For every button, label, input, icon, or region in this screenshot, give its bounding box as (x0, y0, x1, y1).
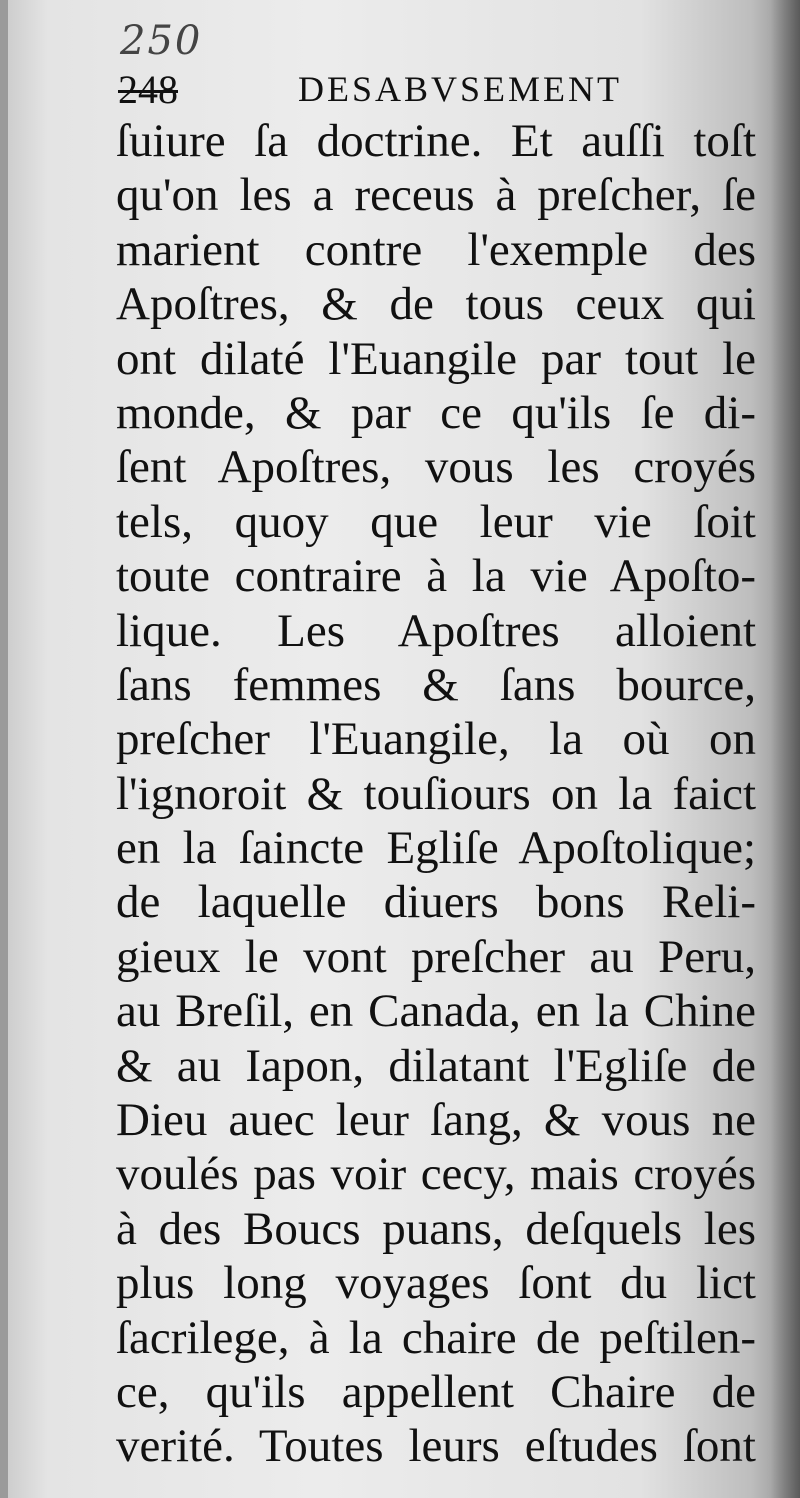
text-line: tels, quoy que leur vie ſoit (116, 495, 756, 548)
text-line: & au Iapon, dilatant l'Egliſe de (116, 1039, 756, 1092)
running-head: DESABVSEMENT (298, 69, 623, 109)
text-line: de laquelle diuers bons Reli- (116, 876, 756, 929)
text-line: voulés pas voir cecy, mais croyés (116, 1148, 756, 1201)
text-line: ſans femmes & ſans bource, (116, 658, 756, 711)
text-line: au Breſil, en Canada, en la Chine (116, 985, 756, 1038)
text-line: preſcher l'Euangile, la où on (116, 713, 756, 766)
page-number: 248 (118, 67, 178, 112)
text-line: ſacrilege, à la chaire de peſtilen- (116, 1311, 756, 1364)
text-line: marient contre l'exemple des (116, 223, 756, 276)
text-line: Apoſtres, & de tous ceux qui (116, 278, 756, 331)
text-line: Dieu auec leur ſang, & vous ne (116, 1094, 756, 1147)
text-line: gieux le vont preſcher au Peru, (116, 930, 756, 983)
text-line: lique. Les Apoſtres alloient (116, 604, 756, 657)
text-line: qu'on les a receus à preſcher, ſe (116, 169, 756, 222)
text-line: monde, & par ce qu'ils ſe di- (116, 386, 756, 439)
page-left-edge (0, 0, 8, 1498)
text-line: toute contraire à la vie Apoſto- (116, 550, 756, 603)
text-line: ce, qu'ils appellent Chaire de (116, 1365, 756, 1418)
text-line: ſuiure ſa doctrine. Et auſſi toſt (116, 115, 756, 167)
body-text (116, 114, 756, 1474)
text-line: verité. Toutes leurs eſtudes ſont (116, 1420, 756, 1473)
text-line: l'ignoroit & touſiours on la faict (116, 767, 756, 820)
text-line: à des Boucs puans, deſquels les (116, 1202, 756, 1255)
handwritten-folio: 250 (120, 18, 203, 64)
text-line: ont dilaté l'Euangile par tout le (116, 332, 756, 385)
text-line: ſent Apoſtres, vous les croyés (116, 441, 756, 494)
gutter-shadow (770, 0, 800, 1498)
text-line: en la ſaincte Egliſe Apoſtolique; (116, 822, 756, 875)
text-line: plus long voyages ſont du lict (116, 1257, 756, 1310)
